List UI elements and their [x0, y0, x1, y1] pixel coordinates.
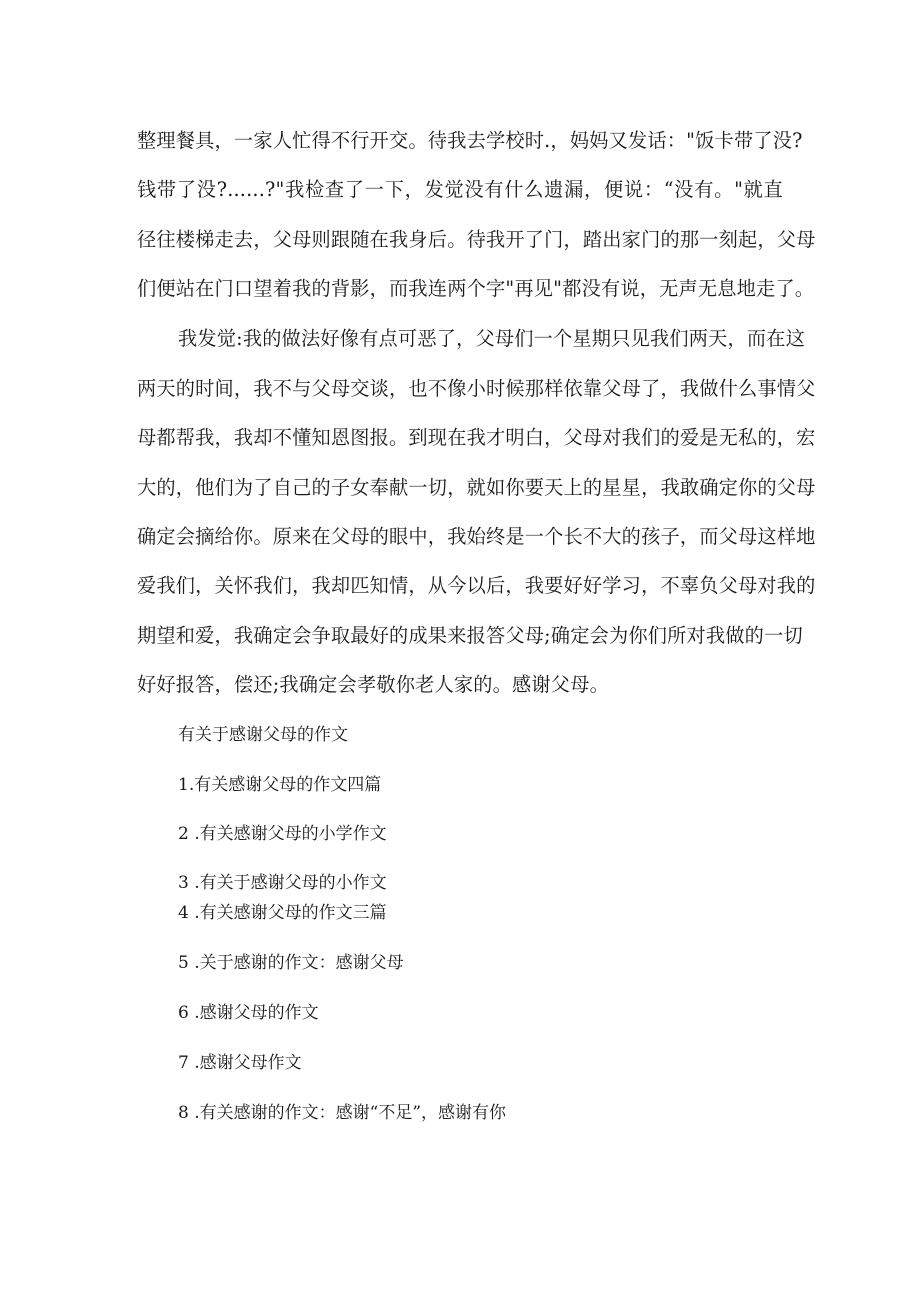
paragraph-2-line-8: 好好报答，偿还;我确定会孝敬你老人家的。感谢父母。 — [137, 673, 609, 696]
related-item-1[interactable]: 1.有关感谢父母的作文四篇 — [178, 775, 382, 795]
paragraph-2-line-7: 期望和爱，我确定会争取最好的成果来报答父母;确定会为你们所对我做的一切 — [137, 624, 803, 647]
paragraph-1-line-2: 钱带了没?......?"我检查了一下，发觉没有什么遗漏，便说：“没有。"就直 — [137, 178, 783, 201]
related-item-8[interactable]: 8 .有关感谢的作文：感谢“不足”，感谢有你 — [178, 1103, 507, 1123]
related-item-4[interactable]: 4 .有关感谢父母的作文三篇 — [178, 903, 387, 923]
related-heading: 有关于感谢父母的作文 — [178, 725, 348, 745]
related-item-7[interactable]: 7 .感谢父母作文 — [178, 1053, 302, 1073]
paragraph-2-line-5: 确定会摘给你。原来在父母的眼中，我始终是一个长不大的孩子，而父母这样地 — [137, 525, 816, 548]
paragraph-1-line-4: 们便站在门口望着我的背影，而我连两个字"再见"都没有说，无声无息地走了。 — [137, 277, 815, 300]
related-item-5[interactable]: 5 .关于感谢的作文：感谢父母 — [178, 953, 404, 973]
paragraph-2-line-6: 爱我们，关怀我们，我却匹知情，从今以后，我要好好学习，不辜负父母对我的 — [137, 574, 816, 597]
paragraph-2-line-3: 母都帮我，我却不懂知恩图报。到现在我才明白，父母对我们的爱是无私的，宏 — [137, 426, 816, 449]
paragraph-2-line-1: 我发觉:我的做法好像有点可恶了，父母们一个星期只见我们两天，而在这 — [178, 327, 806, 350]
paragraph-1-line-1: 整理餐具，一家人忙得不行开交。待我去学校时.，妈妈又发话："饭卡带了没? — [137, 129, 803, 152]
related-item-6[interactable]: 6 .感谢父母的作文 — [178, 1003, 319, 1023]
paragraph-2-line-2: 两天的时间，我不与父母交谈，也不像小时候那样依靠父母了，我做什么事情父 — [137, 377, 816, 400]
paragraph-2-line-4: 大的，他们为了自己的子女奉献一切，就如你要天上的星星，我敢确定你的父母 — [137, 476, 816, 499]
related-item-3[interactable]: 3 .有关于感谢父母的小作文 — [178, 873, 387, 893]
paragraph-1-line-3: 径往楼梯走去，父母则跟随在我身后。待我开了门，踏出家门的那一刻起，父母 — [137, 228, 816, 251]
related-item-2[interactable]: 2 .有关感谢父母的小学作文 — [178, 824, 387, 844]
